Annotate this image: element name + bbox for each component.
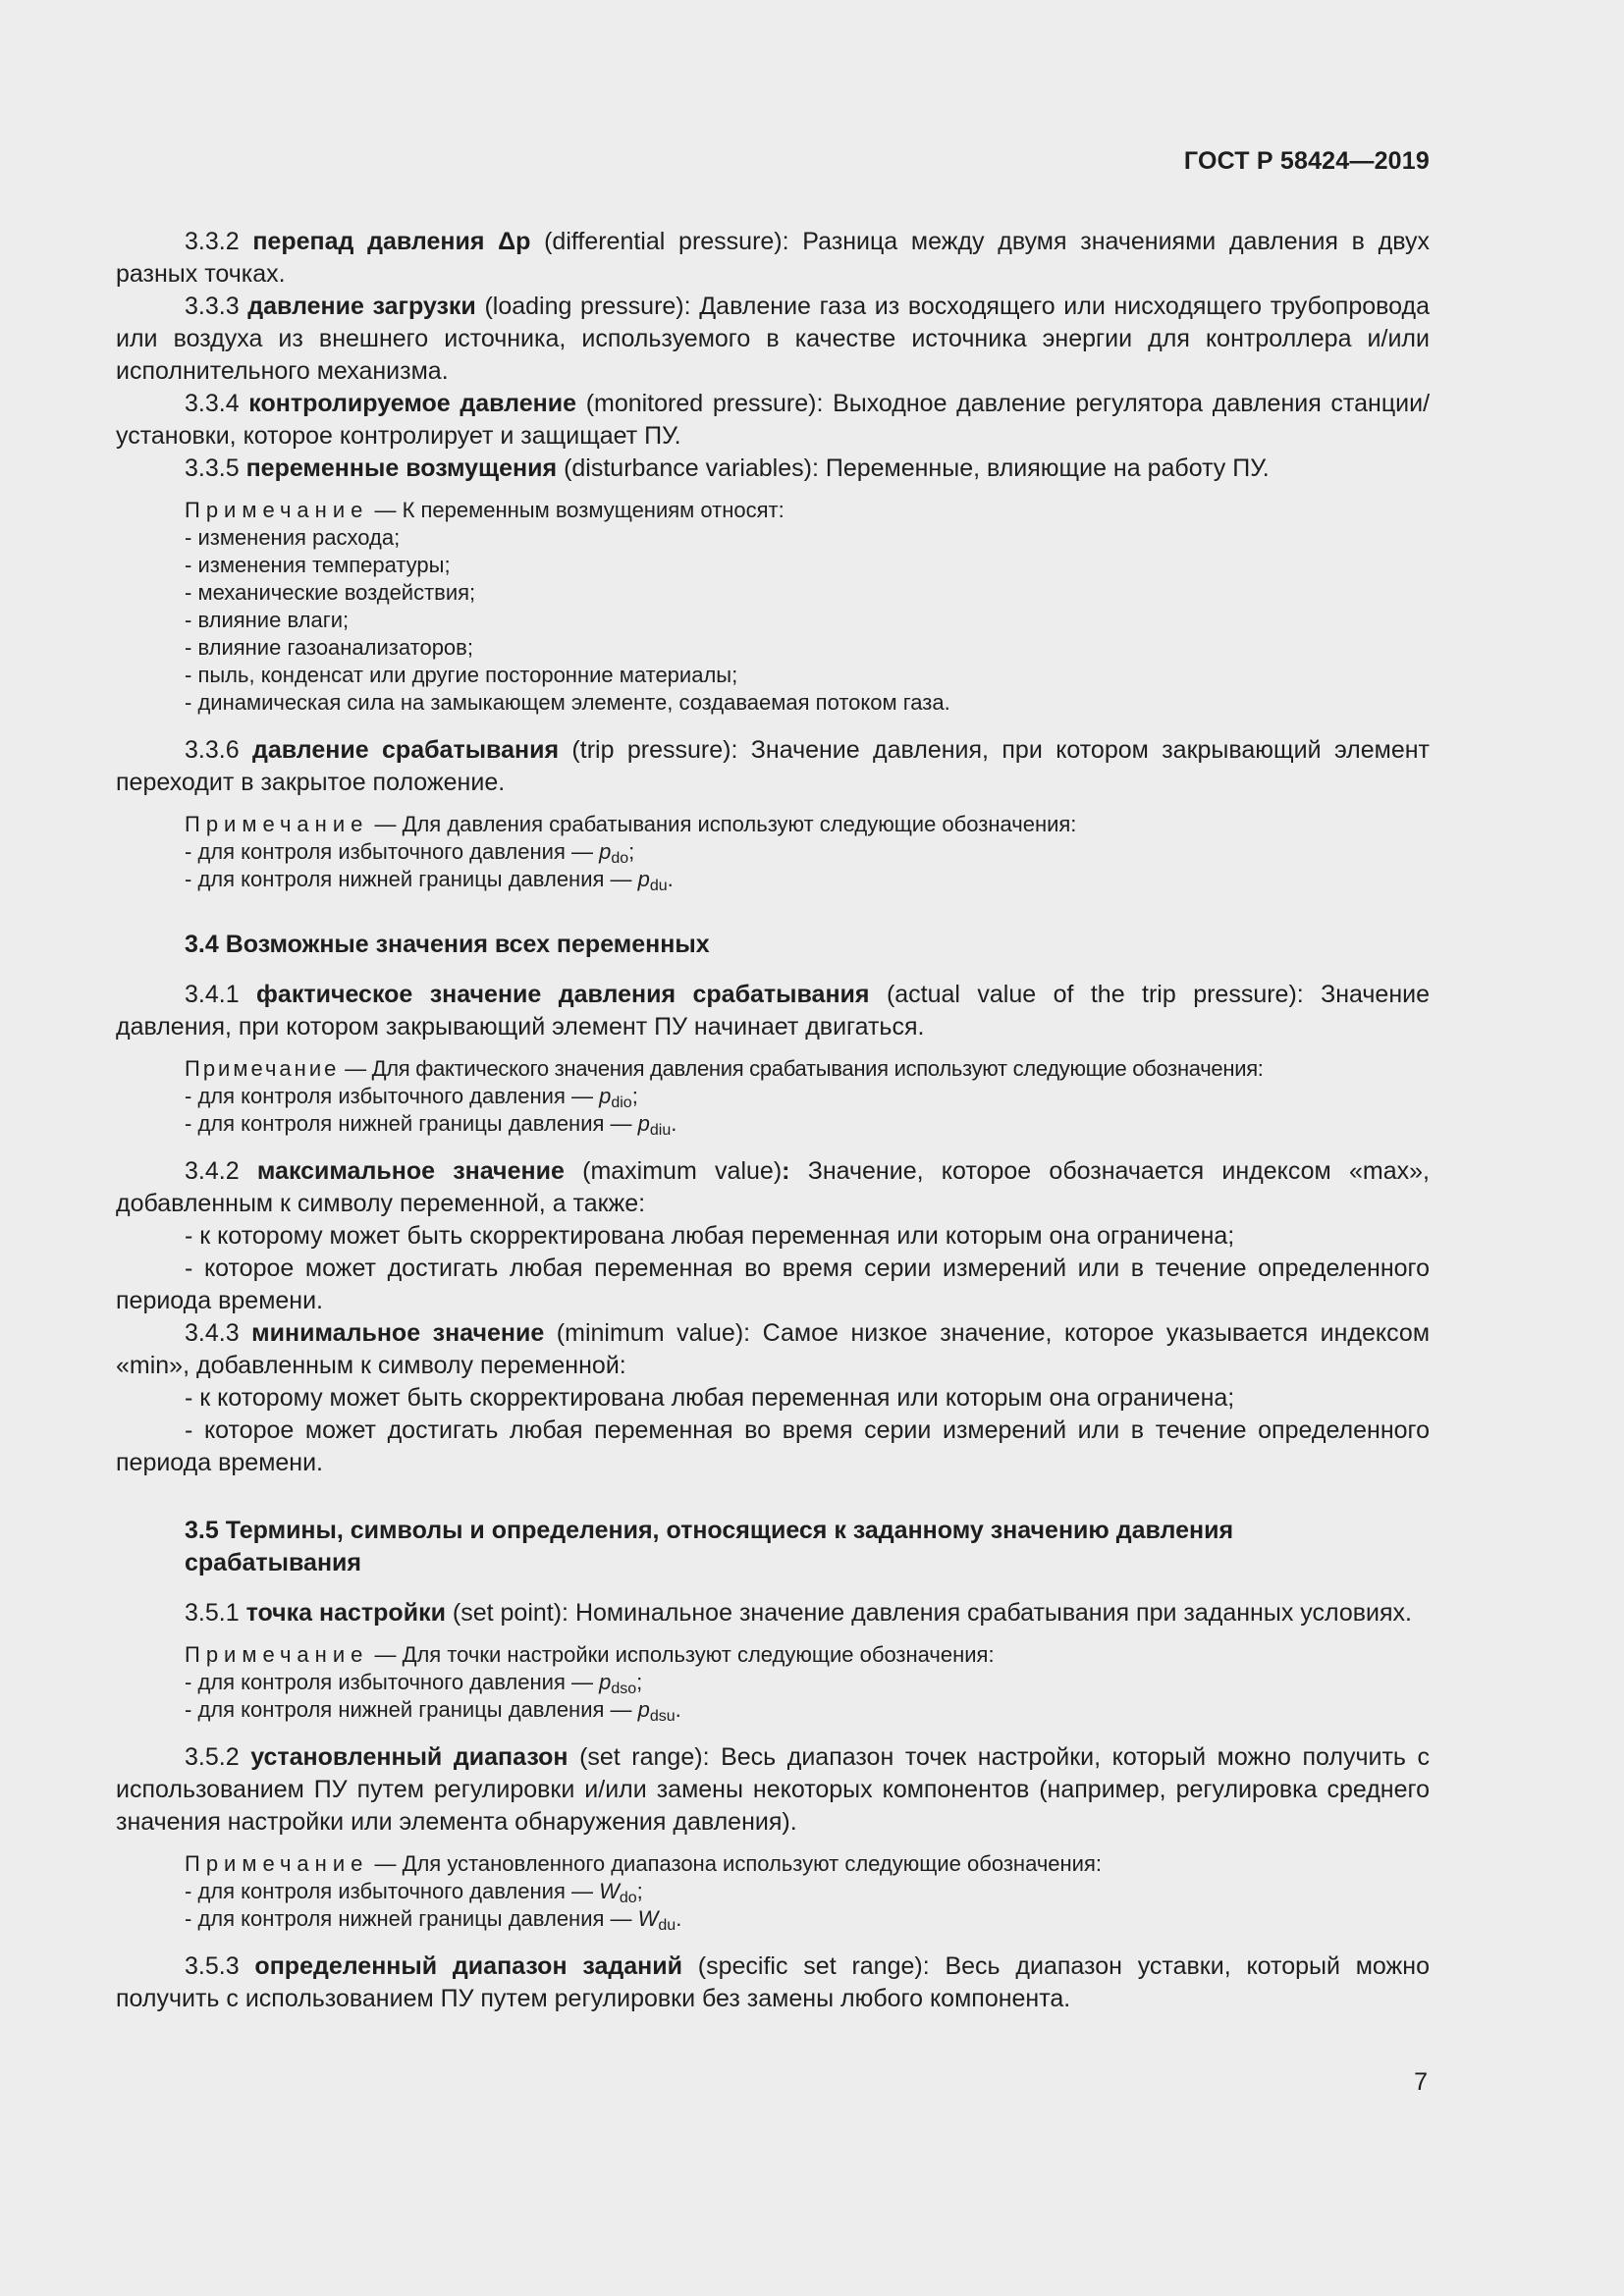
list-item: - для контроля нижней границы давления — $W_{du}$. xyxy=(185,1906,682,1934)
clause-3-5-1: 3.5.1 точка настройки (set point): Номинальное значение давления срабатывания при заданных условиях. xyxy=(185,1599,1412,1627)
note-label: Примечание xyxy=(185,1056,340,1081)
list-item: - для контроля нижней границы давления — $p_{du}$. xyxy=(185,867,674,894)
term-maximum-value: максимальное значение xyxy=(256,1157,565,1185)
note-3-5-1: Примечание — Для точки настройки используют следующие обозначения: - для контроля избыточного давления — $p_{dso}$; - для контроля нижней границы давления — $p_{dsu}$. xyxy=(185,1641,1430,1724)
document-body xyxy=(116,226,1430,2015)
term-set-point: точка настройки xyxy=(245,1599,446,1627)
list-item: - к которому может быть скорректирована любая переменная или которым она ограничена; xyxy=(185,1222,1235,1250)
clause-3-3-4: 3.3.4 контролируемое давление (monitored pressure): Выходное давление регулятора давления станции/установки, которое контролирует и защищает ПУ. xyxy=(116,390,1431,450)
note-label: Примечание xyxy=(185,498,369,522)
clause-3-3-5: 3.3.5 переменные возмущения (disturbance variables): Переменные, влияющие на работу ПУ. xyxy=(185,454,1270,482)
term-disturbance-variables: переменные возмущения xyxy=(245,454,558,482)
list-item: - которое может достигать любая переменная во время серии измерений или в течение определенного периода времени. xyxy=(116,1255,1430,1314)
note-label: Примечание xyxy=(185,1851,369,1876)
section-heading-3-4: 3.4 Возможные значения всех переменных xyxy=(185,931,710,958)
list-item: - к которому может быть скорректирована любая переменная или которым она ограничена; xyxy=(185,1384,1235,1412)
document-id-header: ГОСТ Р 58424—2019 xyxy=(1183,147,1430,175)
list-item: - пыль, конденсат или другие посторонние материалы; xyxy=(185,663,738,687)
note-3-4-1: Примечание — Для фактического значения давления срабатывания используют следующие обозначения: - для контроля избыточного давления — $p_{dio}$; - для контроля нижней границы давления — $p_{diu}$. xyxy=(185,1055,1430,1138)
clause-3-4-3: 3.4.3 минимальное значение (minimum value): Самое низкое значение, которое указывается индексом «min», добавленным к символу переменной: xyxy=(116,1319,1431,1379)
note-3-3-5: Примечание — К переменным возмущениям относят: - изменения расхода; - изменения температуры; - механические воздействия; - влияние влаги; - влияние газоанализаторов; - пыль, конденсат или другие посторонние материалы; - динамическая сила на замыкающем элементе, создаваемая потоком газа. xyxy=(185,497,1430,717)
clause-3-4-1: 3.4.1 фактическое значение давления срабатывания (actual value of the trip pressure): Значение давления, при котором закрывающий элемент ПУ начинает двигаться. xyxy=(116,981,1431,1041)
list-item: - изменения температуры; xyxy=(185,553,451,577)
term-actual-trip-pressure: фактическое значение давления срабатывания xyxy=(256,981,870,1008)
note-label: Примечание xyxy=(185,812,369,836)
term-monitored-pressure: контролируемое давление xyxy=(248,390,577,417)
list-item: - динамическая сила на замыкающем элементе, создаваемая потоком газа. xyxy=(185,690,950,715)
clause-3-3-3: 3.3.3 давление загрузки (loading pressure): Давление газа из восходящего или нисходящего трубопровода или воздуха из внешнего источника, используемого в качестве источника энергии для контроллера и/или исполнительного механизма. xyxy=(116,293,1430,385)
term-trip-pressure: давление срабатывания xyxy=(252,736,560,764)
term-minimum-value: минимальное значение xyxy=(251,1319,545,1347)
term-differential-pressure: перепад давления Δp xyxy=(252,228,531,255)
term-set-range: установленный диапазон xyxy=(250,1743,568,1771)
clause-3-5-3: 3.5.3 определенный диапазон заданий (specific set range): Весь диапазон уставки, который можно получить с использованием ПУ путем регулировки без замены любого компонента. xyxy=(116,1952,1430,2012)
section-heading-3-5: 3.5 Термины, символы и определения, относящиеся к заданному значению давления срабатывания xyxy=(185,1517,1234,1576)
term-specific-set-range: определенный диапазон заданий xyxy=(254,1952,682,1980)
term-loading-pressure: давление загрузки xyxy=(247,293,476,320)
list-item: - механические воздействия; xyxy=(185,580,476,605)
note-3-5-2: Примечание — Для установленного диапазона используют следующие обозначения: - для контроля избыточного давления — $W_{do}$; - для контроля нижней границы давления — $W_{du}$. xyxy=(185,1850,1430,1933)
clause-3-5-2: 3.5.2 установленный диапазон (set range): Весь диапазон точек настройки, который можно получить с использованием ПУ путем регулировки и/или замены некоторых компонентов (например, регулировка среднего значения настройки или элемента обнаружения давления). xyxy=(116,1743,1430,1836)
note-3-3-6: Примечание — Для давления срабатывания используют следующие обозначения: - для контроля избыточного давления — $p_{do}$; - для контроля нижней границы давления — $p_{du}$. xyxy=(185,811,1430,893)
list-item: - для контроля нижней границы давления — $p_{diu}$. xyxy=(185,1111,677,1139)
clause-3-4-2: 3.4.2 максимальное значение (maximum value): Значение, которое обозначается индексом «max», добавленным к символу переменной, а также: xyxy=(116,1157,1430,1217)
list-item: - для контроля избыточного давления — $p_{do}$; xyxy=(185,839,635,867)
page-number: 7 xyxy=(1414,2068,1428,2096)
list-item: - влияние влаги; xyxy=(185,608,350,632)
clause-3-3-2: 3.3.2 перепад давления Δp (differential pressure): Разница между двумя значениями давления в двух разных точках. xyxy=(116,228,1430,288)
list-item: - изменения расхода; xyxy=(185,525,401,550)
list-item: - влияние газоанализаторов; xyxy=(185,635,473,660)
list-item: - для контроля избыточного давления — $W_{do}$; xyxy=(185,1879,643,1906)
list-item: - которое может достигать любая переменная во время серии измерений или в течение определенного периода времени. xyxy=(116,1416,1430,1476)
clause-3-3-6: 3.3.6 давление срабатывания (trip pressure): Значение давления, при котором закрывающий элемент переходит в закрытое положение. xyxy=(116,736,1430,796)
list-item: - для контроля нижней границы давления — $p_{dsu}$. xyxy=(185,1697,681,1725)
list-item: - для контроля избыточного давления — $p_{dso}$; xyxy=(185,1670,643,1697)
note-label: Примечание xyxy=(185,1642,369,1667)
list-item: - для контроля избыточного давления — $p_{dio}$; xyxy=(185,1084,638,1111)
delta-symbol: Δ xyxy=(498,228,516,255)
